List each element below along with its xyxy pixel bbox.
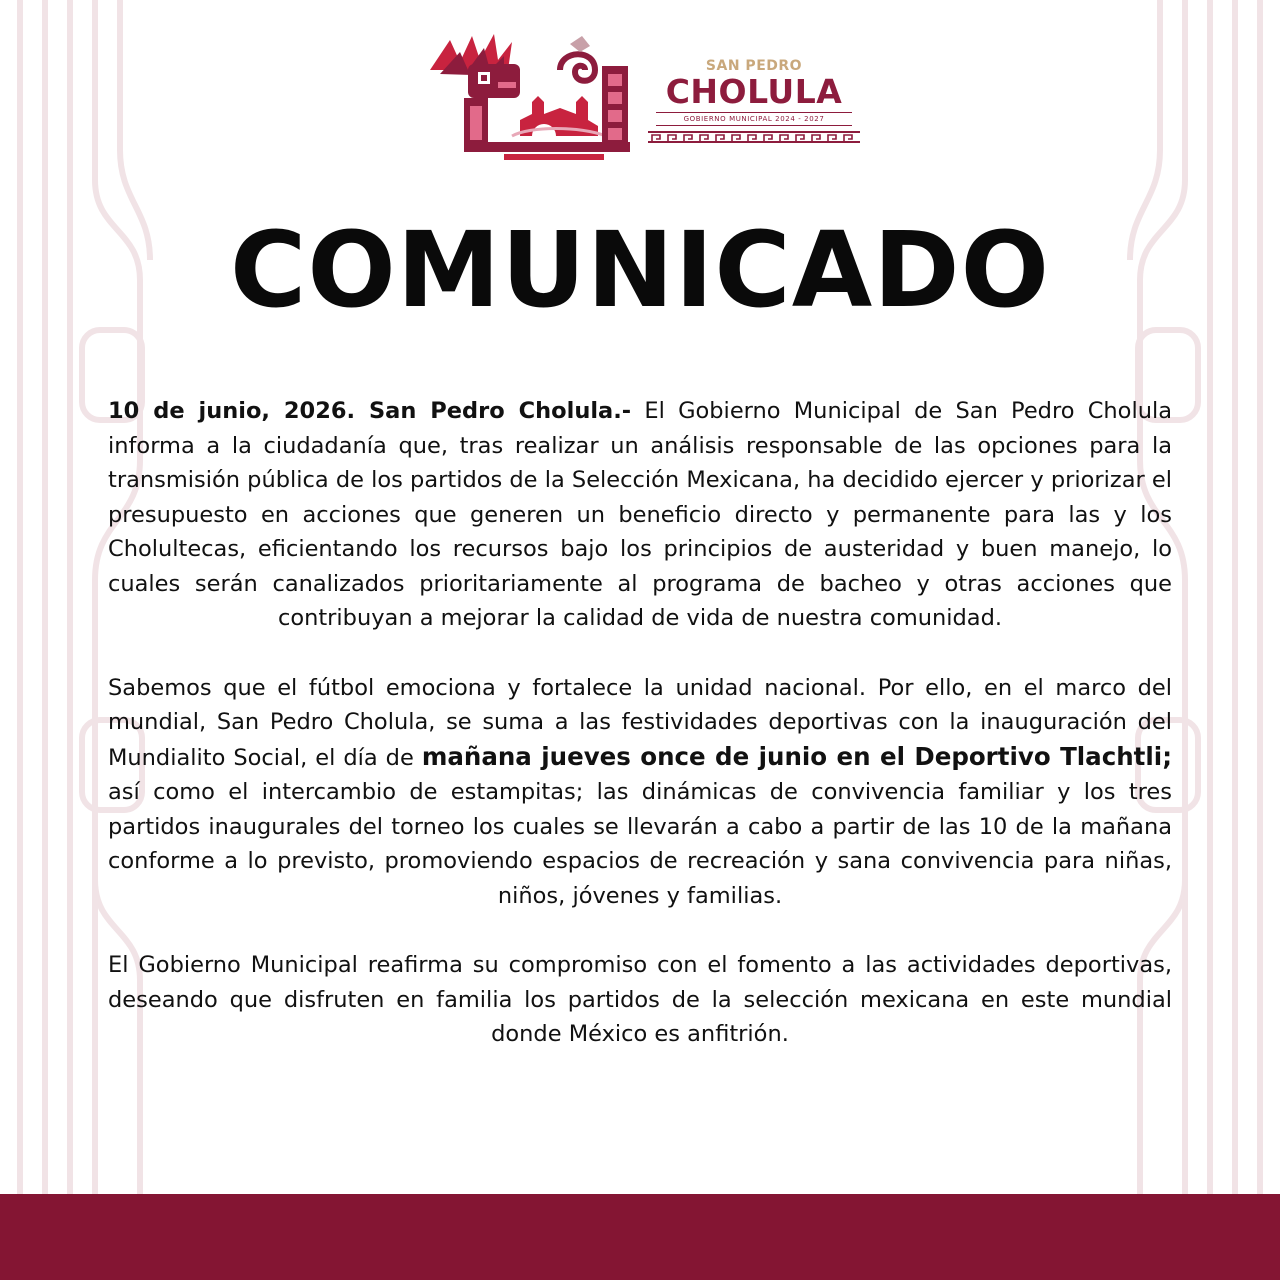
paragraph-3-text: El Gobierno Municipal reafirma su compromiso con el fomento a las actividades deportivas, deseando que disfruten en familia los partidos de la selección mexicana en este mundial donde México es anfitrión. xyxy=(108,952,1172,1047)
communique-body xyxy=(108,394,1172,1087)
greek-key-pattern-icon xyxy=(648,131,860,143)
page-title: COMUNICADO xyxy=(230,209,1050,331)
brand-small-label: SAN PEDRO xyxy=(705,58,803,74)
paragraph-2-highlight: mañana jueves once de junio en el Deportivo Tlachtli; xyxy=(421,741,1172,771)
paragraph-1 xyxy=(108,394,1172,636)
paragraph-3 xyxy=(108,948,1172,1052)
header-logo xyxy=(420,30,870,165)
paragraph-1-lead: 10 de junio, 2026. San Pedro Cholula.- xyxy=(108,398,632,424)
brand-name: CHOLULA xyxy=(665,72,843,111)
cholula-glyph-logo-icon xyxy=(420,30,635,165)
brand-wordmark xyxy=(648,58,860,143)
paragraph-2-text-before: Sabemos que el fútbol emociona y fortalece la unidad nacional. Por ello, en el marco del mundial, San Pedro Cholula, se suma a las festividades deportivas con la inauguración del Mundialito Social, el día de xyxy=(108,674,1172,771)
paragraph-2-text-after: así como el intercambio de estampitas; las dinámicas de convivencia familiar y los tres partidos inaugurales del torneo los cuales se llevarán a cabo a partir de las 10 de la mañana conforme a lo previsto, promoviendo espacios de recreación y sana convivencia para niñas, niños, jóvenes y familias. xyxy=(108,779,1172,909)
brand-tagline: GOBIERNO MUNICIPAL 2024 - 2027 xyxy=(656,112,852,126)
paragraph-2 xyxy=(108,671,1172,914)
footer-band xyxy=(0,1194,1280,1280)
paragraph-1-text: El Gobierno Municipal de San Pedro Cholula informa a la ciudadanía que, tras realizar un análisis responsable de las opciones para la transmisión pública de los partidos de la Selección Mexicana, ha decidido ejercer y priorizar el presupuesto en acciones que generen un beneficio directo y permanente para las y los Cholultecas, eficientando los recursos bajo los principios de austeridad y buen manejo, lo cuales serán canalizados prioritariamente al programa de bacheo y otras acciones que contribuyan a mejorar la calidad de vida de nuestra comunidad. xyxy=(108,398,1172,631)
